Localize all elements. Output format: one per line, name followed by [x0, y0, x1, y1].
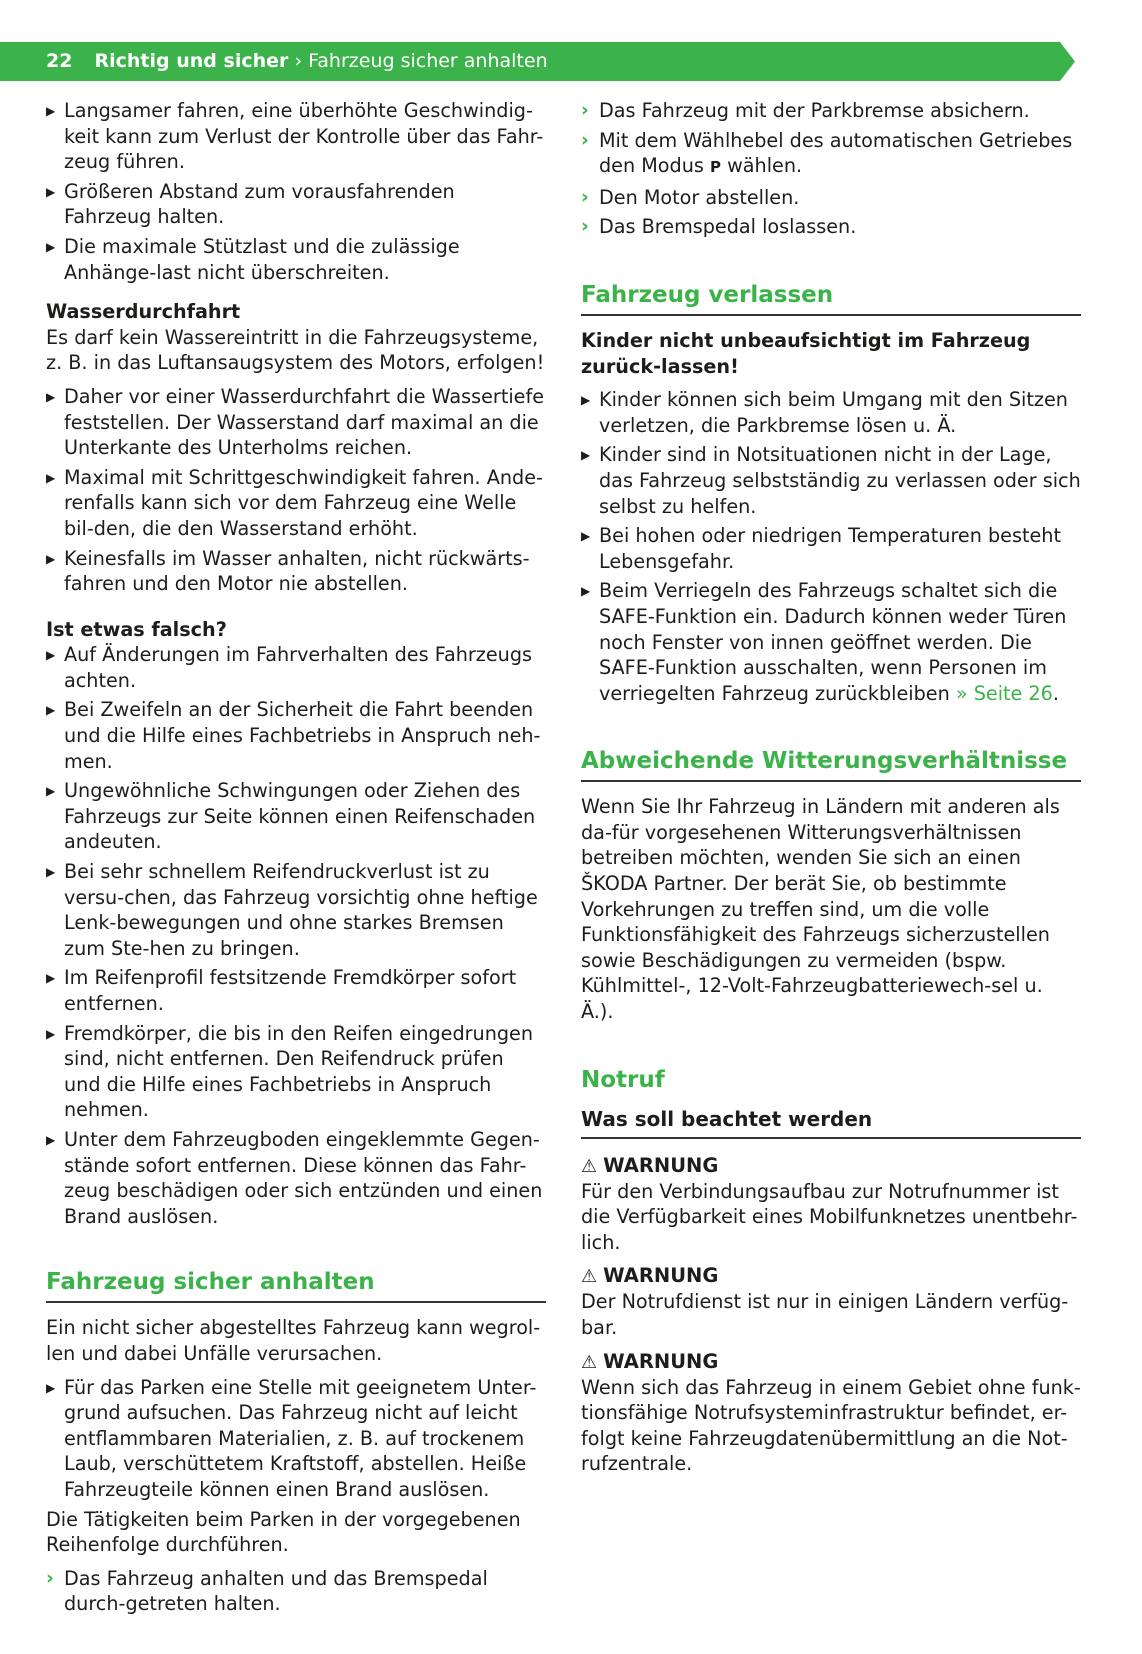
triangle-bullet-icon: ▶ [46, 703, 56, 718]
warning-text: Der Notrufdienst ist nur in einigen Ländern verfüg-bar. [581, 1290, 1069, 1339]
list-item: ▶ Fremdkörper, die bis in den Reifen eingedrungen sind, nicht entfernen. Den Reifendruck prüfen und die Hilfe eines Fachbetriebs in Anspruch nehmen. [46, 1021, 534, 1122]
warning-block [581, 1349, 1081, 1477]
leave-bullet-list [581, 387, 1081, 706]
parking-step-list [581, 98, 1081, 240]
triangle-bullet-icon: ▶ [581, 529, 591, 544]
triangle-bullet-icon: ▶ [46, 551, 56, 566]
list-item: ▶ Kinder sind in Notsituationen nicht in der Lage, das Fahrzeug selbstständig zu verlassen oder sich selbst zu helfen. [581, 443, 1081, 518]
list-item: ▶ Ungewöhnliche Schwingungen oder Ziehen des Fahrzeugs zur Seite können einen Reifenschaden andeuten. [46, 779, 536, 854]
stop-bullet-list [46, 1375, 546, 1503]
triangle-bullet-icon: ▶ [46, 1132, 56, 1147]
section-heading-stop: Fahrzeug sicher anhalten [46, 1267, 546, 1303]
breadcrumb-separator: › [294, 50, 303, 72]
emergency-subheading: Was soll beachtet werden [581, 1105, 1081, 1139]
step-item: › Das Bremspedal loslassen. [581, 215, 857, 239]
warning-triangle-icon: ⚠ [581, 1155, 598, 1177]
step-item: › Das Fahrzeug anhalten und das Bremspedal durch-getreten halten. [46, 1566, 488, 1616]
list-item: ▶ Bei sehr schnellem Reifendruckverlust ist zu versu-chen, das Fahrzeug vorsichtig ohne heftige Lenk-bewegungen und ohne starkes Bremsen zum Ste-hen zu bringen. [46, 860, 538, 960]
right-column [581, 98, 1081, 1485]
list-item: ▶ Langsamer fahren, eine überhöhte Geschwindig-keit kann zum Verlust der Kontrolle über das Fahr-zeug führen. [46, 99, 544, 174]
stop-intro: Ein nicht sicher abgestelltes Fahrzeug kann wegrol-len und dabei Unfälle verursachen. [46, 1316, 541, 1365]
triangle-bullet-icon: ▶ [46, 1026, 56, 1041]
step-item: › Das Fahrzeug mit der Parkbremse absichern. [581, 99, 1030, 122]
list-item: ▶ Maximal mit Schrittgeschwindigkeit fahren. Ande-renfalls kann sich vor dem Fahrzeug eine Welle bil-den, die den Wasserstand erhöht. [46, 465, 543, 540]
warning-block [581, 1153, 1081, 1256]
list-item: ▶ Im Reifenprofil festsitzende Fremdkörper sofort entfernen. [46, 966, 517, 1015]
stop-step-list [46, 1566, 546, 1617]
warning-text: Für den Verbindungsaufbau zur Notrufnummer ist die Verfügbarkeit eines Mobilfunknetzes unentbehr-lich. [581, 1179, 1078, 1254]
section-heading-emergency: Notruf [581, 1066, 665, 1093]
triangle-bullet-icon: ▶ [46, 648, 56, 663]
triangle-bullet-icon: ▶ [46, 1380, 56, 1395]
triangle-bullet-icon: ▶ [46, 971, 56, 986]
chevron-right-icon: › [581, 99, 589, 121]
list-item: ▶ Bei hohen oder niedrigen Temperaturen besteht Lebensgefahr. [581, 524, 1061, 573]
chevron-right-icon: › [46, 1566, 54, 1589]
list-item: ▶ Bei Zweifeln an der Sicherheit die Fahrt beenden und die Hilfe eines Fachbetriebs in Anspruch neh-men. [46, 698, 541, 773]
triangle-bullet-icon: ▶ [46, 865, 56, 880]
triangle-bullet-icon: ▶ [46, 389, 56, 404]
section-title: Fahrzeug sicher anhalten [308, 50, 548, 72]
warning-label: WARNUNG [603, 1349, 719, 1373]
weather-text: Wenn Sie Ihr Fahrzeug in Ländern mit anderen als da-für vorgesehenen Witterungsverhältnissen betreiben möchten, wenden Sie sich an einen ŠKODA Partner. Der berät Sie, ob bestimmte Vorkehrungen zu treffen sind, um die volle Funktionsfähigkeit des Fahrzeugs sicherzustellen sowie Beschädigungen zu vermeiden (bspw. Kühlmittel-, 12-Volt-Fahrzeugbatteriewech-sel u. Ä.). [581, 795, 1060, 1024]
list-item: ▶ Kinder können sich beim Umgang mit den Sitzen verletzen, die Parkbremse lösen u. Ä. [581, 388, 1068, 437]
warning-label: WARNUNG [603, 1264, 719, 1288]
section-heading-weather: Abweichende Witterungsverhältnisse [581, 746, 1081, 782]
list-item: ▶ Für das Parken eine Stelle mit geeignetem Unter-grund aufsuchen. Das Fahrzeug nicht auf leicht entflammbaren Materialien, z. B. auf trockenem Laub, verschüttetem Kraftstoff, abstellen. Heiße Fahrzeugteile können einen Brand auslösen. [46, 1375, 537, 1501]
warning-triangle-icon: ⚠ [581, 1351, 598, 1373]
chevron-right-icon: › [581, 185, 589, 208]
list-item: ▶ Keinesfalls im Wasser anhalten, nicht rückwärts-fahren und den Motor nie abstellen. [46, 546, 530, 596]
warning-text: Wenn sich das Fahrzeug in einem Gebiet ohne funk-tionsfähige Notrufsysteminfrastruktur befindet, er-folgt keine Fahrzeugdatenübermittlung an die Not-rufzentrale. [581, 1375, 1081, 1476]
triangle-bullet-icon: ▶ [581, 448, 591, 463]
water-text: Es darf kein Wassereintritt in die Fahrzeugsysteme, z. B. in das Luftansaugsystem des Motors, erfolgen! [46, 325, 545, 375]
chevron-right-icon: › [581, 215, 589, 238]
list-item: ▶ Unter dem Fahrzeugboden eingeklemmte Gegen-stände sofort entfernen. Diese können das Fahr-zeug beschädigen oder sich entzünden und einen Brand auslösen. [46, 1127, 543, 1228]
section-heading-leave: Fahrzeug verlassen [581, 280, 1081, 316]
triangle-bullet-icon: ▶ [581, 393, 591, 408]
step-item: › Den Motor abstellen. [581, 185, 800, 209]
triangle-bullet-icon: ▶ [46, 184, 56, 199]
wrong-heading: Ist etwas falsch? [46, 617, 227, 641]
water-bullet-list [46, 384, 546, 597]
chevron-right-icon: › [581, 128, 589, 151]
list-item: ▶ Daher vor einer Wasserdurchfahrt die Wassertiefe feststellen. Der Wasserstand darf maximal an die Unterkante des Unterholms reichen. [46, 384, 545, 460]
step-item: › Mit dem Wählhebel des automatischen Getriebes den Modus P wählen. [581, 128, 1073, 178]
list-item: ▶ Die maximale Stützlast und die zulässige Anhänge-last nicht überschreiten. [46, 234, 460, 284]
page-number: 22 [46, 50, 73, 72]
list-item: ▶ Größeren Abstand zum vorausfahrenden Fahrzeug halten. [46, 179, 455, 229]
stop-order-text: Die Tätigkeiten beim Parken in der vorgegebenen Reihenfolge durchführen. [46, 1507, 521, 1557]
water-heading: Wasserdurchfahrt [46, 300, 241, 324]
intro-bullet-list [46, 98, 546, 285]
gear-mode-p: P [709, 158, 721, 177]
warning-triangle-icon: ⚠ [581, 1266, 598, 1288]
leave-subheading: Kinder nicht unbeaufsichtigt im Fahrzeug zurück-lassen! [581, 328, 1031, 378]
list-item: ▶ Beim Verriegeln des Fahrzeugs schaltet sich die SAFE-Funktion ein. Dadurch können weder Türen noch Fenster von innen geöffnet werden. Die SAFE-Funktion ausschalten, wenn Personen im verriegelten Fahrzeug zurückbleiben » Seite 26. [581, 579, 1067, 705]
warning-block [581, 1263, 1081, 1340]
triangle-bullet-icon: ▶ [46, 239, 56, 254]
warning-label: WARNUNG [603, 1153, 719, 1177]
chapter-title: Richtig und sicher [94, 50, 289, 72]
triangle-bullet-icon: ▶ [46, 104, 56, 118]
triangle-bullet-icon: ▶ [581, 584, 591, 599]
wrong-bullet-list [46, 642, 546, 1229]
triangle-bullet-icon: ▶ [46, 784, 56, 799]
list-item: ▶ Auf Änderungen im Fahrverhalten des Fahrzeugs achten. [46, 643, 532, 692]
left-column [46, 98, 546, 1621]
running-header [46, 42, 548, 81]
triangle-bullet-icon: ▶ [46, 470, 56, 485]
page-reference-link[interactable]: » Seite 26 [955, 681, 1053, 705]
